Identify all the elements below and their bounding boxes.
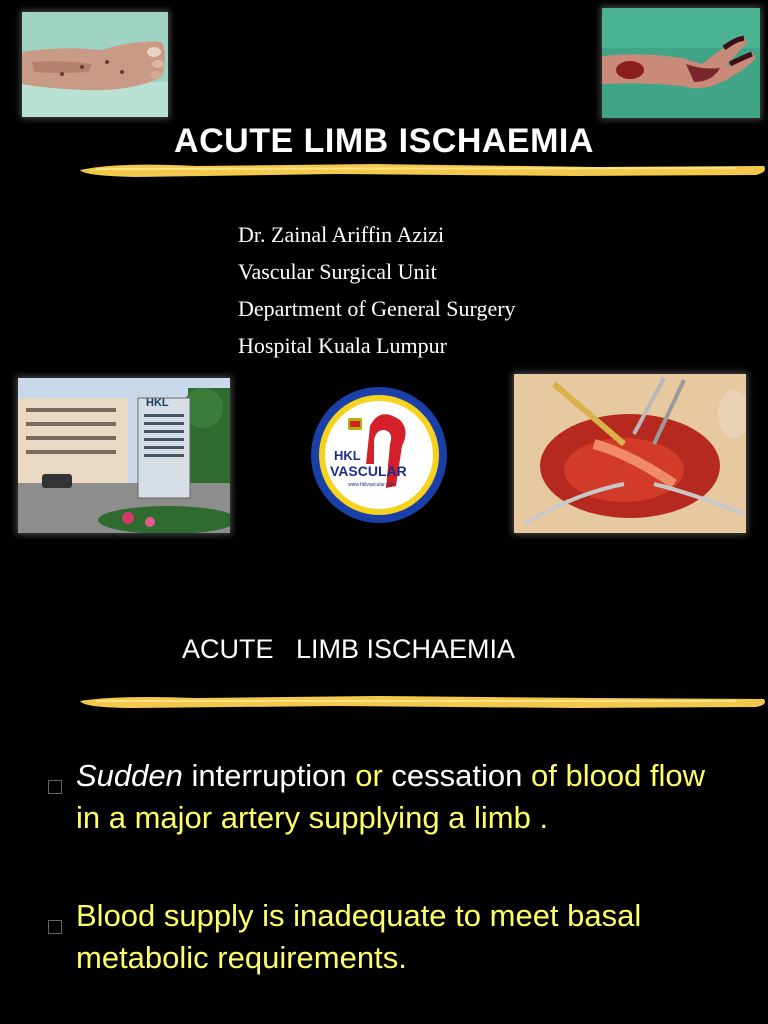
author-block xyxy=(238,216,516,364)
hospital-photo xyxy=(18,378,230,533)
author-hospital: Hospital Kuala Lumpur xyxy=(238,333,447,358)
hkl-sign-text: HKL xyxy=(146,397,169,409)
definition-rest: of blood flow in a major artery supplying a limb . xyxy=(76,758,706,835)
author-unit: Vascular Surgical Unit xyxy=(238,259,437,284)
word-or: or xyxy=(355,758,383,793)
yellow-brush-underline xyxy=(76,692,768,712)
author-name: Dr. Zainal Ariffin Azizi xyxy=(238,222,445,247)
bullet-blood-supply: Blood supply is inadequate to meet basal metabolic requirements. xyxy=(76,898,642,975)
slide-heading: ACUTE LIMB ISCHAEMIA xyxy=(182,634,516,664)
word-sudden: Sudden xyxy=(76,758,183,793)
bullet-marker xyxy=(48,780,62,794)
bullet-marker xyxy=(48,920,62,934)
surgery-photo xyxy=(514,374,746,533)
bullet-definition xyxy=(76,755,736,839)
hand-photo xyxy=(602,8,760,118)
word-cessation: cessation xyxy=(382,758,531,793)
author-department: Department of General Surgery xyxy=(238,296,516,321)
logo-url-text: www.hklvascular.com xyxy=(348,482,396,488)
foot-photo xyxy=(22,12,168,117)
yellow-brush-underline xyxy=(76,160,768,180)
definition-slide xyxy=(0,570,768,1024)
logo-hkl-text: HKL xyxy=(334,448,361,463)
logo-vascular-text: VASCULAR xyxy=(330,463,407,479)
word-interruption: interruption xyxy=(182,758,356,793)
slide-title: ACUTE LIMB ISCHAEMIA xyxy=(174,122,594,160)
hkl-vascular-logo xyxy=(310,386,448,524)
